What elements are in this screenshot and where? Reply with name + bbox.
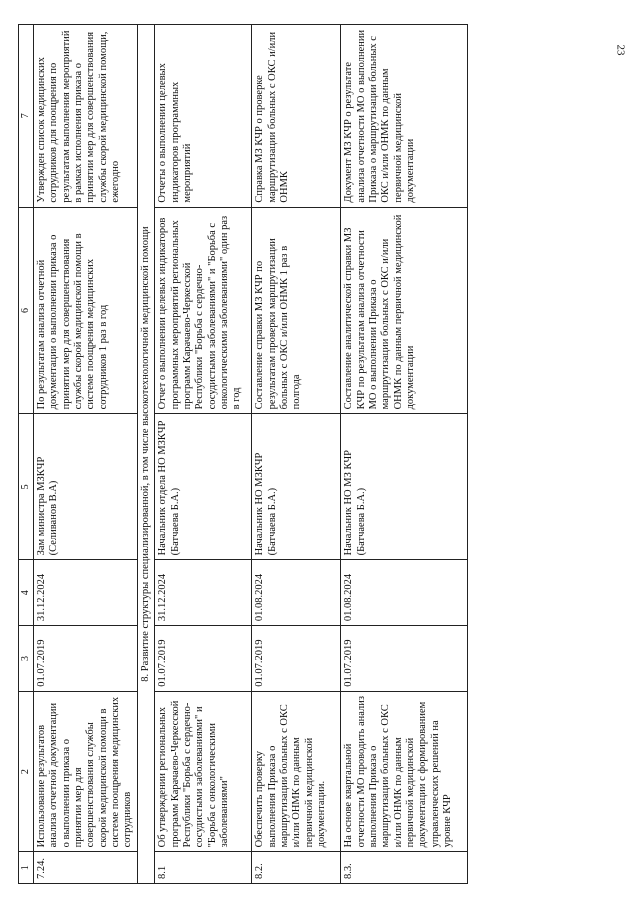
row-responsible: Зам министра МЗКЧР (Селиванов В.А)	[33, 414, 137, 560]
row-control: Утвержден список медицинских сотрудников для поощрения по результатам выполнения мероприятий в рамках исполнения приказа о принятии мер для совершенствования службы скорой медицинской помощи, ежегодно	[33, 25, 137, 208]
row-action: Использование результатов анализа отчетной документации о выполнении приказа о принятии мер для совершенствования службы скорой медицинской помощи в системе поощрения медицинских сотрудников	[33, 691, 137, 852]
rotated-table-wrapper	[18, 24, 618, 884]
header-cell: 5	[19, 414, 34, 560]
row-result: Составление справки МЗ КЧР по результатам проверки маршрутизации больных с ОКС и/или ОНМК 1 раз в полгода	[252, 207, 341, 414]
row-start-date: 01.07.2019	[33, 626, 137, 692]
row-start-date: 01.07.2019	[252, 626, 341, 692]
row-responsible: Начальник НО МЗКЧР (Батчаева Б.А.)	[252, 414, 341, 560]
row-result: Отчет о выполнении целевых индикаторов программных мероприятий региональных программ Карачаево-Черкесской Республики "Борьба с сердечно-сосудистыми заболеваниями" и "Борьба с онкологическими заболеваниями" один раз в год	[155, 207, 252, 414]
section-title: 8. Развитие структуры специализированной, в том числе высокотехнологичной медицинской помощи	[137, 25, 154, 884]
row-start-date: 01.07.2019	[341, 626, 468, 692]
row-number: 8.2.	[252, 852, 341, 884]
row-action: Об утверждении региональных программ Карачаево-Черкесской Республики "Борьба с сердечно-сосудистыми заболеваниями" и "Борьба с онкологическими заболеваниями"	[155, 691, 252, 852]
row-start-date: 01.07.2019	[155, 626, 252, 692]
plan-table	[18, 24, 468, 884]
row-end-date: 01.08.2024	[341, 560, 468, 626]
header-cell: 7	[19, 25, 34, 208]
row-control: Справка МЗ КЧР о проверке маршрутизации больных с ОКС и/или ОНМК	[252, 25, 341, 208]
row-number: 8.3.	[341, 852, 468, 884]
row-end-date: 31.12.2024	[33, 560, 137, 626]
row-end-date: 01.08.2024	[252, 560, 341, 626]
row-end-date: 31.12.2024	[155, 560, 252, 626]
page-number: 23	[614, 44, 627, 56]
table-row	[33, 25, 137, 884]
header-cell: 6	[19, 207, 34, 414]
row-responsible: Начальник НО МЗ КЧР (Батчаева Б.А.)	[341, 414, 468, 560]
row-responsible: Начальник отдела НО МЗКЧР (Батчаева Б.А.)	[155, 414, 252, 560]
row-number: 7.24.	[33, 852, 137, 884]
header-cell: 4	[19, 560, 34, 626]
row-result: Составление аналитической справки МЗ КЧР по результатам анализа отчетности МО о выполнении Приказа о маршрутизации больных с ОКС и/или ОНМК по данным первичной медицинской документации	[341, 207, 468, 414]
header-cell: 2	[19, 691, 34, 852]
row-action: Обеспечить проверку выполнения Приказа о маршрутизации больных с ОКС и/или ОНМК по данным первичной медицинской документации.	[252, 691, 341, 852]
row-result: По результатам анализа отчетной документации о выполнении приказа о принятии мер для совершенствования службы скорой медицинской помощи в системе поощрения медицинских сотрудников 1 раз в год	[33, 207, 137, 414]
row-action: На основе квартальной отчетности МО проводить анализ выполнения Приказа о маршрутизации больных с ОКС и/или ОНМК по данным первичной медицинской документации с формированием управленческих решений на уровне КЧР	[341, 691, 468, 852]
table-row	[252, 25, 341, 884]
header-cell: 1	[19, 852, 34, 884]
row-control: Документ МЗ КЧР о результате анализа отчетности МО о выполнении Приказа о маршрутизации больных с ОКС и/или ОНМК по данным первичной медицинской документации	[341, 25, 468, 208]
header-row	[19, 25, 34, 884]
table-row	[155, 25, 252, 884]
row-number: 8.1	[155, 852, 252, 884]
row-control: Отчеты о выполнении целевых индикаторов программных мероприятий	[155, 25, 252, 208]
header-cell: 3	[19, 626, 34, 692]
table-row	[341, 25, 468, 884]
section-row	[137, 25, 154, 884]
